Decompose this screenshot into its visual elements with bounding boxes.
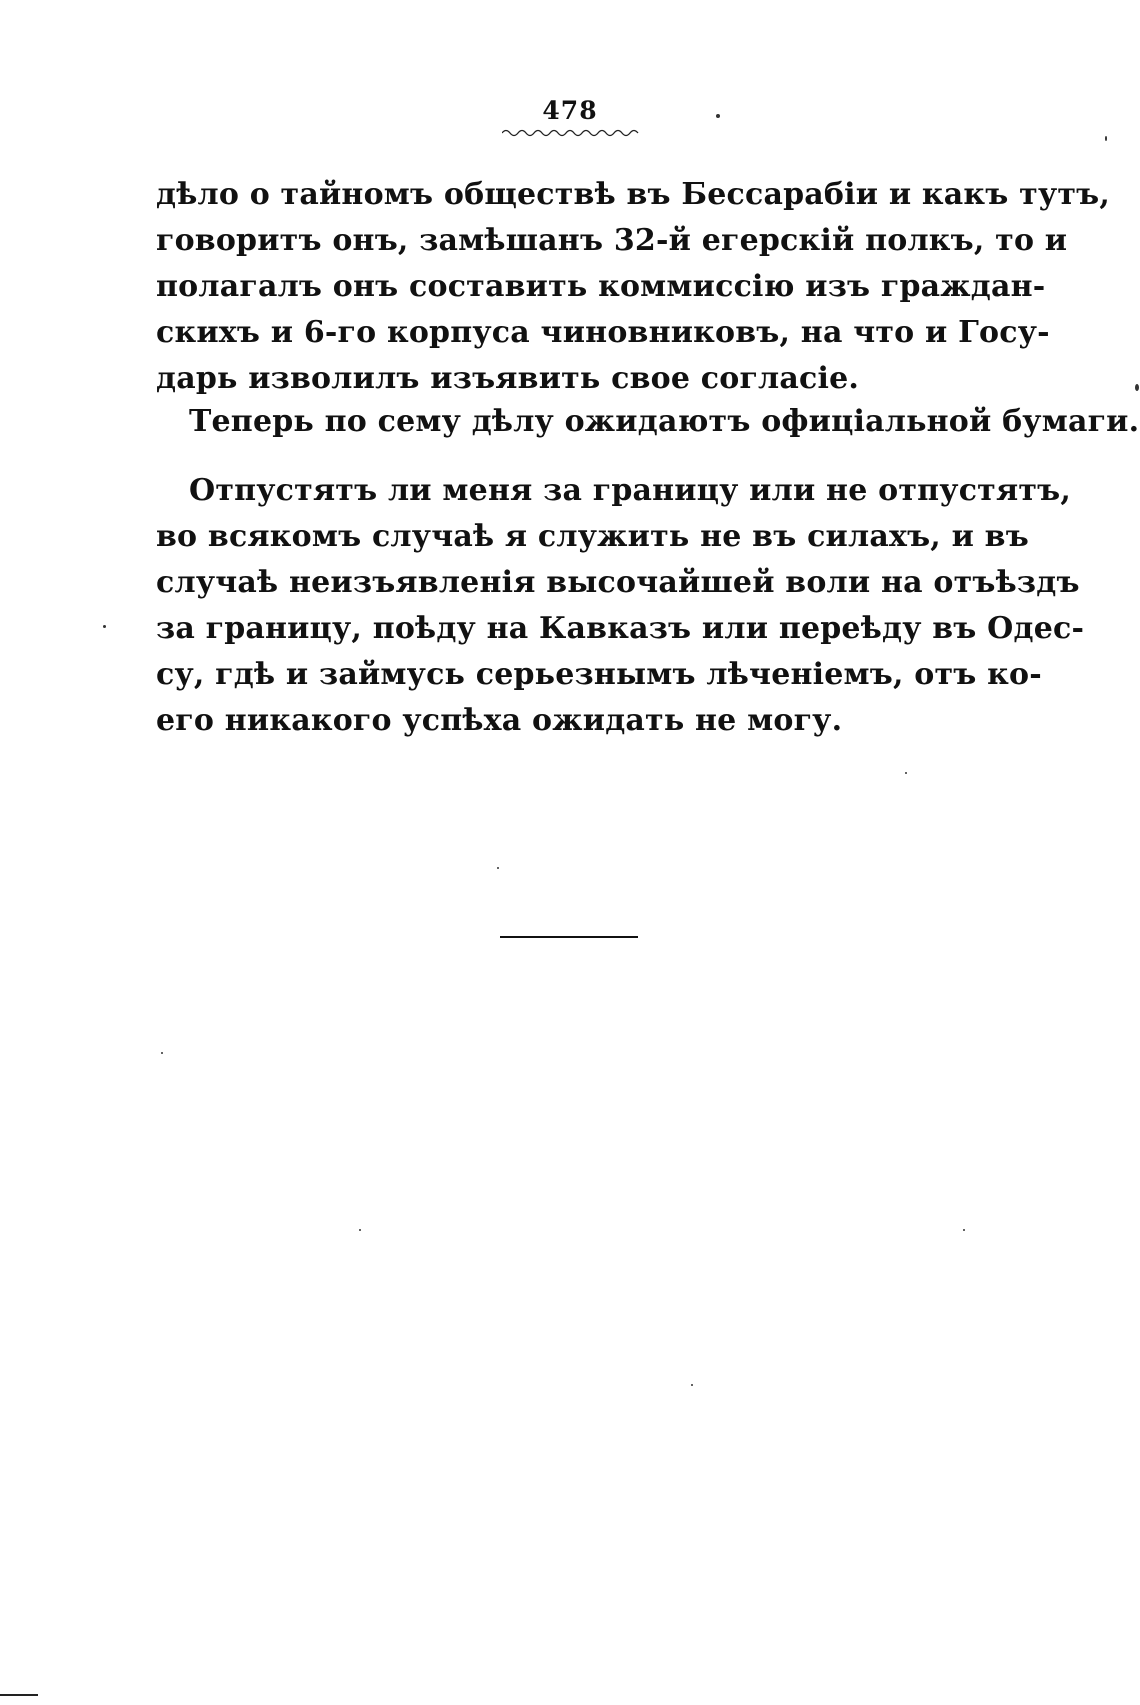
text-line: су, гдѣ и займусь серьезнымъ лѣченіемъ, отъ ко- bbox=[156, 657, 1042, 692]
scan-speck bbox=[963, 1229, 965, 1231]
text-line: скихъ и 6-го корпуса чиновниковъ, на что и Госу- bbox=[156, 315, 1050, 350]
text-line: дарь изволилъ изъявить свое согласіе. bbox=[156, 361, 860, 396]
text-line: Отпустятъ ли меня за границу или не отпустятъ, bbox=[189, 473, 1071, 508]
text-line: его никакого успѣха ожидать не могу. bbox=[156, 703, 843, 738]
paragraph-1 bbox=[156, 172, 1110, 402]
scan-speck bbox=[1135, 384, 1139, 391]
scan-speck bbox=[716, 114, 720, 118]
text-line: говоритъ онъ, замѣшанъ 32-й егерскій полкъ, то и bbox=[156, 223, 1068, 258]
text-line: полагалъ онъ составить коммиссію изъ граждан- bbox=[156, 269, 1046, 304]
text-line: за границу, поѣду на Кавказъ или переѣду въ Одес- bbox=[156, 611, 1085, 646]
text-line: дѣло о тайномъ обществѣ въ Бессарабіи и какъ тутъ, bbox=[156, 177, 1110, 212]
scan-speck bbox=[497, 867, 499, 869]
scan-speck bbox=[103, 625, 106, 628]
scan-speck bbox=[161, 1052, 163, 1054]
page-number: 478 bbox=[542, 96, 598, 125]
end-rule bbox=[500, 936, 638, 938]
paragraph-3 bbox=[156, 468, 1085, 744]
scan-speck bbox=[905, 772, 907, 774]
scan-speck bbox=[359, 1229, 361, 1231]
scan-edge-mark bbox=[0, 1694, 38, 1696]
text-line: Теперь по сему дѣлу ожидаютъ офиціальной бумаги. bbox=[189, 404, 1140, 439]
page-number-ornament bbox=[502, 128, 640, 138]
paragraph-2 bbox=[156, 399, 1140, 445]
text-line: во всякомъ случаѣ я служить не въ силахъ, и въ bbox=[156, 519, 1029, 554]
scan-speck bbox=[1105, 136, 1107, 141]
text-line: случаѣ неизъявленія высочайшей воли на отъѣздъ bbox=[156, 565, 1080, 600]
scan-speck bbox=[691, 1384, 693, 1386]
